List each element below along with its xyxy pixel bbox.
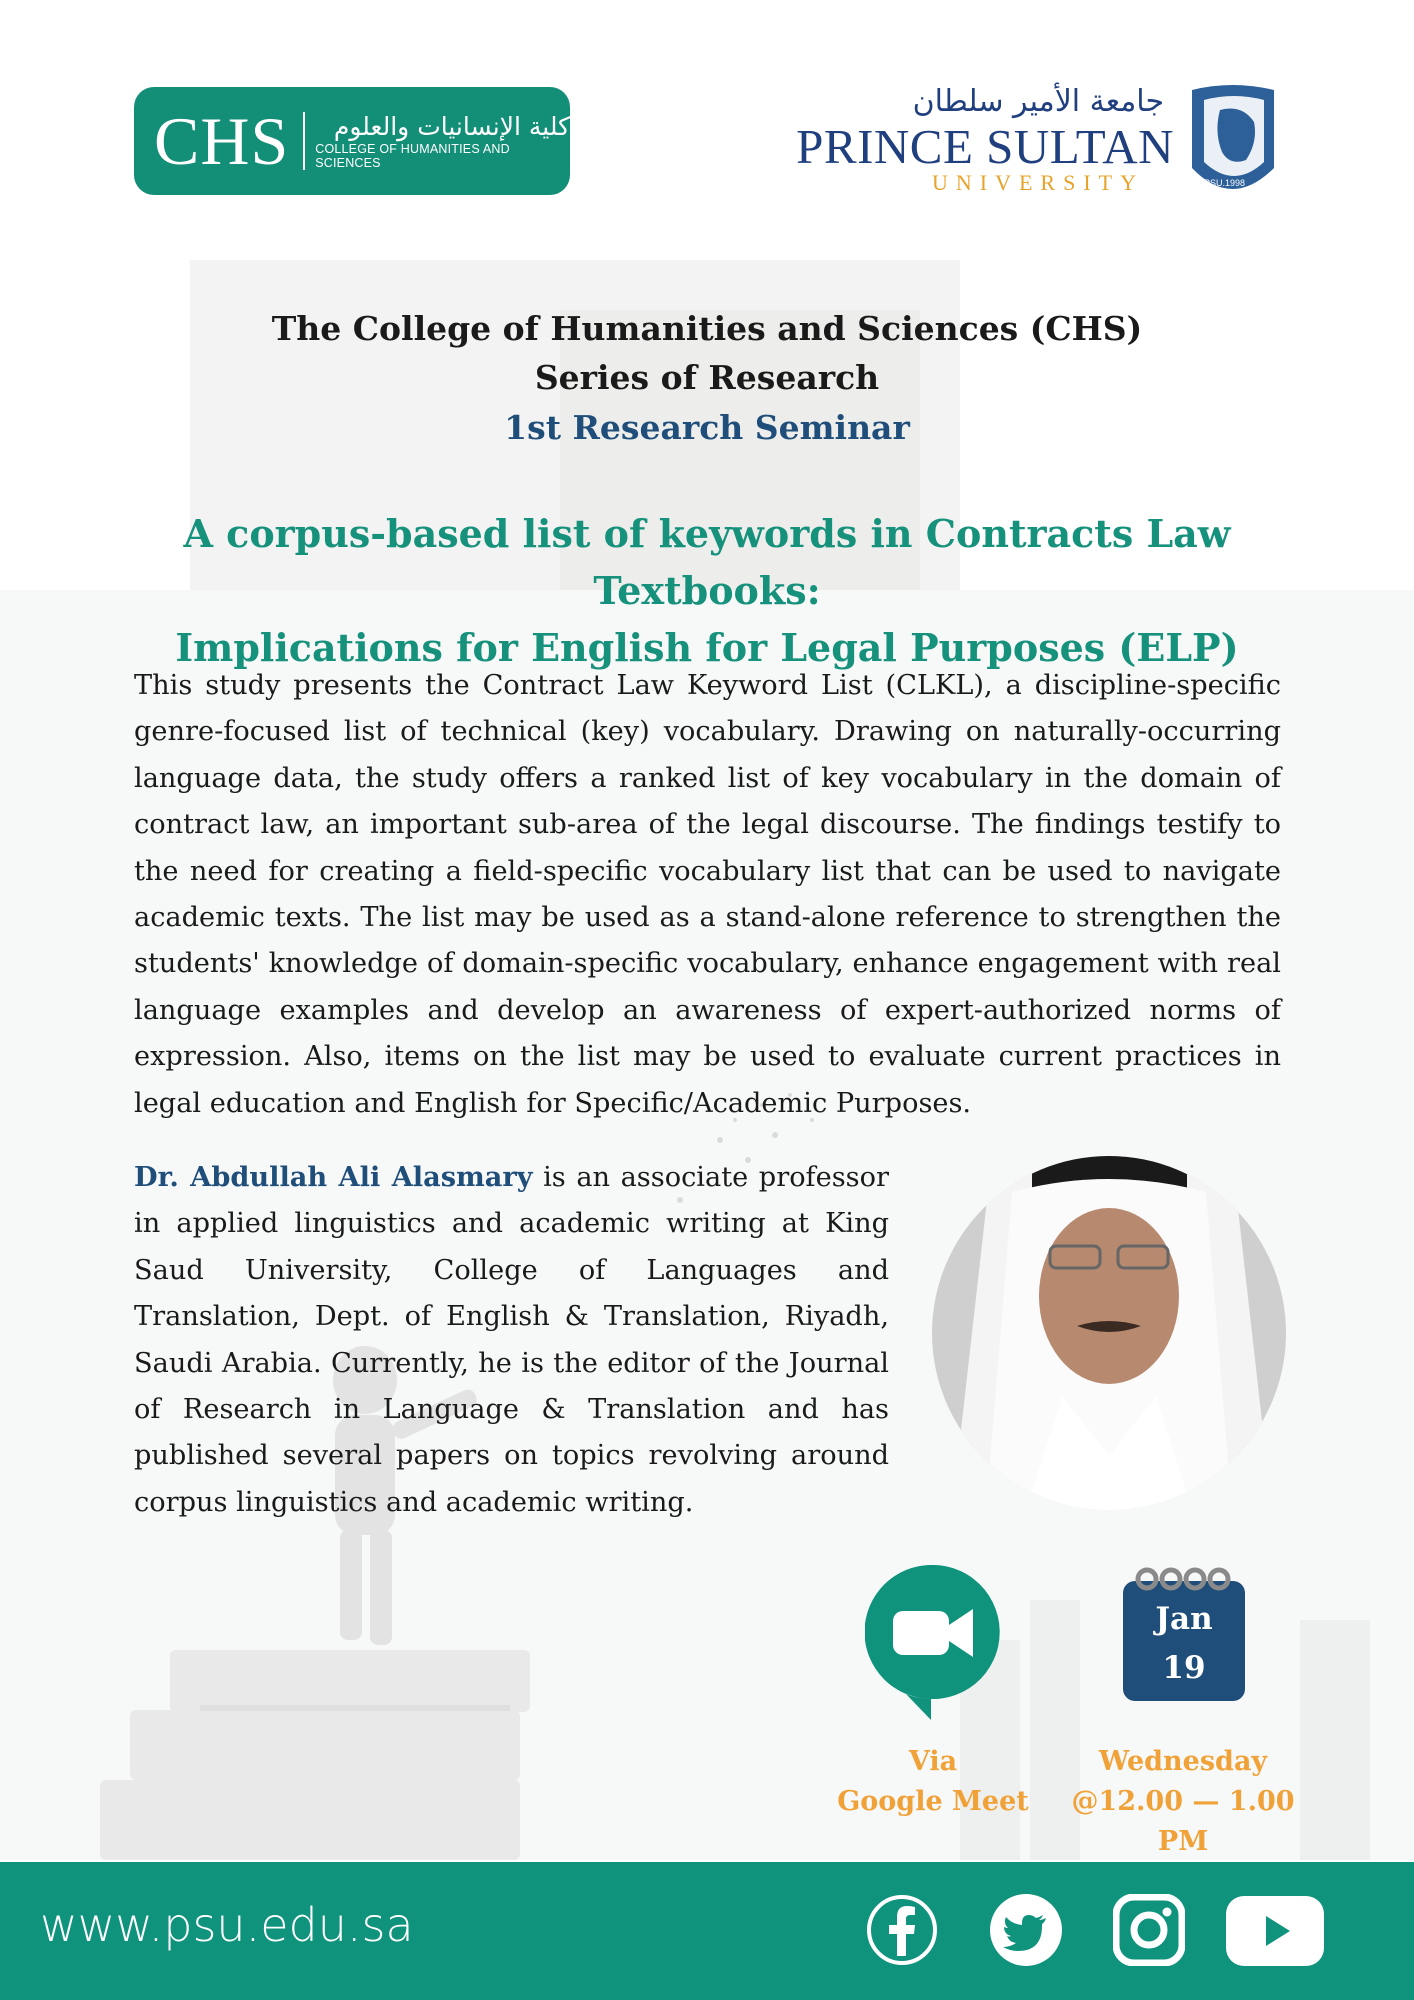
psu-logo-subtitle: UNIVERSITY [932, 170, 1144, 195]
series-heading: Series of Research [534, 358, 880, 397]
speaker-name: Dr. Abdullah Ali Alasmary [134, 1161, 533, 1193]
chs-logo-english-name: COLLEGE OF HUMANITIES AND SCIENCES [315, 142, 510, 170]
website-link[interactable]: www.psu.edu.sa [40, 1898, 414, 1952]
chs-logo-arabic-name: كلية الإنسانيات والعلوم [333, 112, 570, 141]
calendar-day: 19 [1162, 1650, 1206, 1686]
youtube-icon[interactable] [1226, 1896, 1324, 1966]
chs-logo-abbr: CHS [154, 103, 290, 179]
abstract-paragraph: This study presents the Contract Law Keyword List (CLKL), a discipline-specific genre-focused list of technical (key) vocabulary. Drawing on naturally-occurring language data, the study offers a ranked list of key vocabulary in the domain of contract law, an important sub-area of the legal discourse. The findings testify to the need for creating a field-specific vocabulary list that can be used to navigate academic texts. The list may be used as a stand-alone reference to strengthen the students' knowledge of domain-specific vocabulary, enhance engagement with real language examples and develop an awareness of expert-authorized norms of expression. Also, items on the list may be used to evaluate current practices in legal education and English for Specific/Academic Purposes. [134, 670, 1281, 1119]
chs-logo [134, 87, 570, 195]
seminar-number-heading: 1st Research Seminar [504, 408, 910, 447]
via-label: Via [908, 1746, 958, 1777]
psu-logo [796, 80, 1280, 205]
event-time: @12.00 — 1.00 PM [1071, 1786, 1295, 1857]
chs-logo-divider [303, 112, 305, 170]
twitter-icon[interactable] [988, 1894, 1064, 1966]
psu-logo-name: PRINCE SULTAN [796, 119, 1174, 174]
psu-logo-arabic-name: جامعة الأمير سلطان [912, 84, 1164, 119]
calendar-icon [1123, 1565, 1245, 1701]
speaker-bio-text: is an associate professor in applied linguistics and academic writing at King Saud University, College of Languages and Translation, Dept. of English & Translation, Riyadh, Saudi Arabia. Currently, he is the editor of the Journal of Research in Language & Translation and has published several papers on topics revolving around corpus linguistics and academic writing. [134, 1162, 889, 1518]
college-heading: The College of Humanities and Sciences (CHS) [271, 309, 1143, 348]
talk-title [100, 505, 1314, 676]
date-time-info [1048, 1742, 1318, 1862]
psu-emblem-icon [1184, 82, 1280, 200]
facebook-icon[interactable] [866, 1894, 938, 1966]
talk-title-line2: Implications for English for Legal Purposes (ELP) [175, 625, 1239, 670]
psu-emblem-text: PSU.1998 [1204, 178, 1246, 188]
talk-title-line1: A corpus-based list of keywords in Contracts Law Textbooks: [183, 511, 1231, 613]
instagram-icon[interactable] [1113, 1894, 1185, 1966]
platform-name: Google Meet [837, 1786, 1029, 1817]
calendar-month: Jan [1155, 1601, 1213, 1637]
speaker-bio [134, 1154, 889, 1526]
google-meet-icon [865, 1565, 1000, 1720]
event-day: Wednesday [1098, 1746, 1268, 1777]
footer-bar [0, 1862, 1414, 2000]
platform-info [833, 1742, 1033, 1822]
speaker-photo [932, 1156, 1286, 1510]
chs-logo-names [315, 112, 570, 170]
